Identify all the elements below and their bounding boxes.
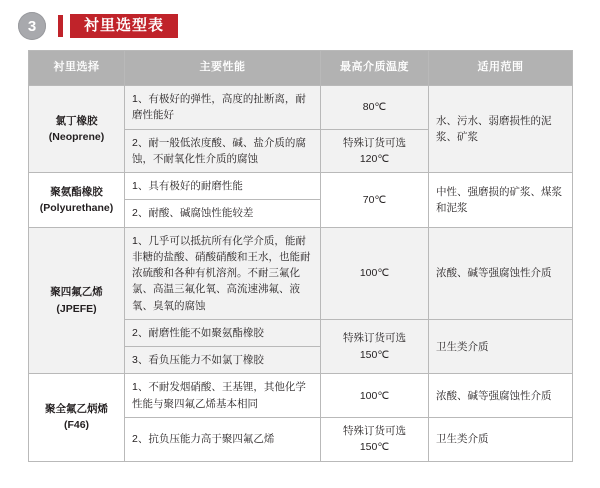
temperature-note: 特殊订货可选 <box>343 424 406 437</box>
cell-temperature <box>321 417 429 461</box>
cell-temperature <box>321 129 429 173</box>
table-body <box>29 86 573 462</box>
column-header-lining: 衬里选择 <box>29 51 125 86</box>
page-title-label: 衬里选型表 <box>70 14 178 38</box>
temperature-value: 120℃ <box>359 152 390 165</box>
lining-name-cn: 氯丁橡胶 <box>55 114 98 127</box>
temperature-note: 特殊订货可选 <box>343 136 406 149</box>
cell-application: 水、污水、弱磨损性的泥浆、矿浆 <box>429 86 573 173</box>
cell-application: 卫生类介质 <box>429 417 573 461</box>
cell-lining-material <box>29 374 125 461</box>
cell-performance: 1、几乎可以抵抗所有化学介质，能耐非糖的盐酸、硝酸硝酸和王水，也能耐浓硫酸和各种有机溶剂。不耐三氟化氯、高温三氟化氧、高流速沸氟、液氧、臭氧的腐蚀 <box>125 227 321 319</box>
cell-performance: 2、抗负压能力高于聚四氟乙烯 <box>125 417 321 461</box>
cell-lining-material <box>29 86 125 173</box>
column-header-application: 适用范围 <box>429 51 573 86</box>
section-header <box>0 0 600 42</box>
lining-name-en: (Polyurethane) <box>39 201 114 214</box>
temperature-value: 150℃ <box>359 441 390 454</box>
column-header-max-temperature: 最高介质温度 <box>321 51 429 86</box>
column-header-performance: 主要性能 <box>125 51 321 86</box>
cell-performance: 2、耐酸、碱腐蚀性能较差 <box>125 200 321 227</box>
lining-selection-table <box>28 50 573 462</box>
lining-name-cn: 聚四氟乙烯 <box>50 286 103 299</box>
step-number-badge: 3 <box>18 12 46 40</box>
page-title <box>58 14 178 38</box>
cell-temperature: 100℃ <box>321 374 429 418</box>
cell-lining-material <box>29 173 125 228</box>
temperature-note: 特殊订货可选 <box>343 332 406 345</box>
cell-application: 浓酸、碱等强腐蚀性介质 <box>429 227 573 319</box>
title-accent-bar <box>58 15 63 37</box>
cell-performance: 1、具有极好的耐磨性能 <box>125 173 321 200</box>
cell-temperature: 100℃ <box>321 227 429 319</box>
cell-performance: 2、耐磨性能不如聚氨酯橡胶 <box>125 319 321 346</box>
lining-name-en: (Neoprene) <box>48 131 105 144</box>
table-row <box>29 227 573 319</box>
cell-application: 卫生类介质 <box>429 319 573 374</box>
cell-temperature <box>321 319 429 374</box>
table-row <box>29 374 573 418</box>
table-header <box>29 51 573 86</box>
cell-performance: 3、看负压能力不如氯丁橡胶 <box>125 347 321 374</box>
cell-temperature: 70℃ <box>321 173 429 228</box>
cell-performance: 1、有极好的弹性，高度的扯断离，耐磨性能好 <box>125 86 321 130</box>
lining-name-cn: 聚全氟乙炳烯 <box>45 403 108 416</box>
lining-name-en: (F46) <box>63 419 90 432</box>
cell-application: 浓酸、碱等强腐蚀性介质 <box>429 374 573 418</box>
cell-performance: 1、不耐发烟硝酸、王基锂，其他化学性能与聚四氟乙烯基本相同 <box>125 374 321 418</box>
table-container <box>0 42 600 462</box>
table-row <box>29 173 573 200</box>
lining-name-en: (JPEFE) <box>56 302 97 315</box>
cell-application: 中性、强磨损的矿浆、煤浆和泥浆 <box>429 173 573 228</box>
table-header-row <box>29 51 573 86</box>
cell-temperature: 80℃ <box>321 86 429 130</box>
lining-name-cn: 聚氨酯橡胶 <box>50 185 103 198</box>
table-row <box>29 86 573 130</box>
cell-lining-material <box>29 227 125 374</box>
temperature-value: 150℃ <box>359 348 390 361</box>
cell-performance: 2、耐一般低浓度酸、碱、盐介质的腐蚀，不耐氧化性介质的腐蚀 <box>125 129 321 173</box>
